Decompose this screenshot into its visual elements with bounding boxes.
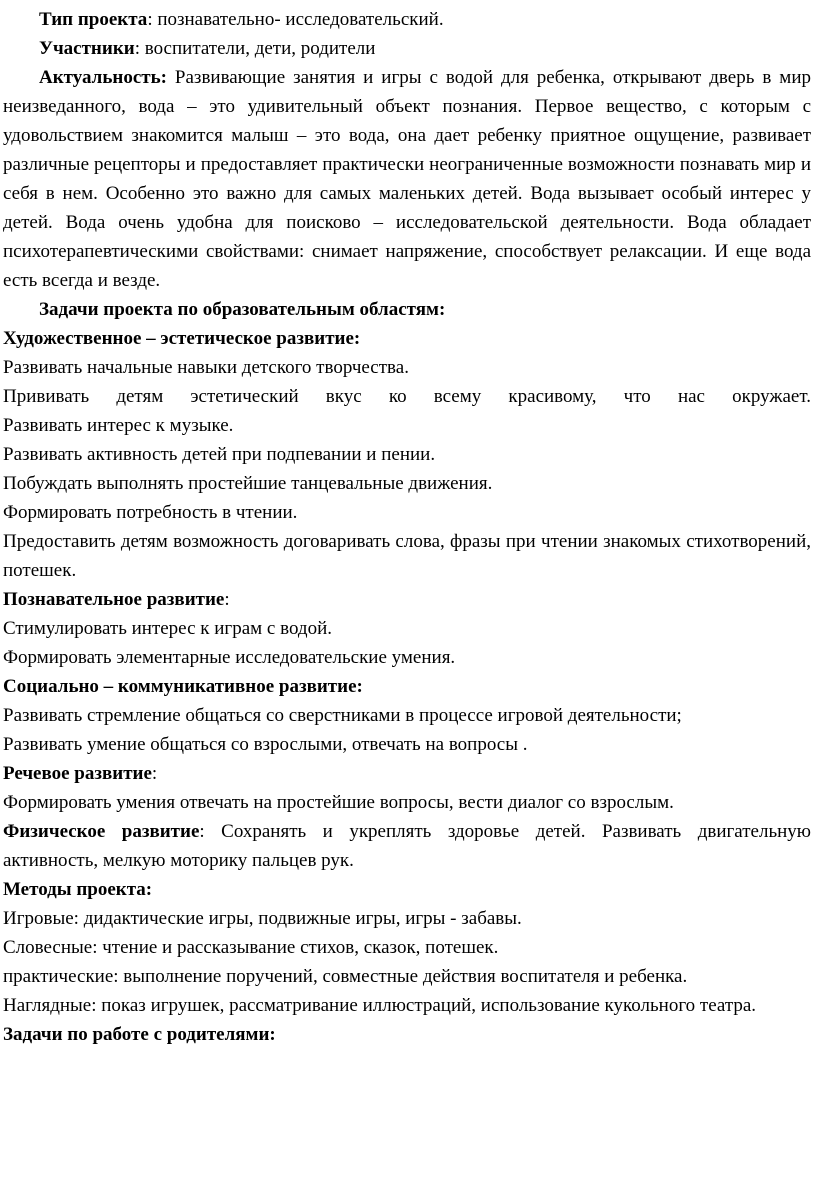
method-visual: Наглядные: показ игрушек, рассматривание иллюстраций, использование кукольного театра. <box>3 995 757 1016</box>
task-singing: Развивать активность детей при подпевании и пении. <box>3 444 436 465</box>
method-verbal: Словесные: чтение и рассказывание стихов, сказок, потешек. <box>3 937 499 958</box>
task-finish-words: Предоставить детям возможность договаривать слова, фразы при чтении знакомых стихотворений, потешек. <box>3 531 811 581</box>
tasks-by-areas-heading: Задачи проекта по образовательным областям: <box>39 299 446 320</box>
method-practical: практические: выполнение поручений, совместные действия воспитателя и ребенка. <box>3 966 688 987</box>
artistic-aesthetic-heading: Художественное – эстетическое развитие: <box>3 328 361 349</box>
task-reading-need: Формировать потребность в чтении. <box>3 502 298 523</box>
task-adult-communication: Развивать умение общаться со взрослыми, отвечать на вопросы . <box>3 734 528 755</box>
task-dialog: Формировать умения отвечать на простейшие вопросы, вести диалог со взрослым. <box>3 792 674 813</box>
social-communicative-heading: Социально – коммуникативное развитие: <box>3 676 363 697</box>
participants-value: : воспитатели, дети, родители <box>134 38 376 59</box>
task-peer-communication: Развивать стремление общаться со сверстниками в процессе игровой деятельности; <box>3 705 682 726</box>
cognitive-heading: Познавательное развитие: <box>3 589 230 610</box>
task-research-skills: Формировать элементарные исследовательские умения. <box>3 647 456 668</box>
relevance-paragraph <box>3 63 811 295</box>
method-games: Игровые: дидактические игры, подвижные игры, игры - забавы. <box>3 908 522 929</box>
methods-heading: Методы проекта: <box>3 879 153 900</box>
participants-line <box>3 34 811 63</box>
task-dance-moves: Побуждать выполнять простейшие танцевальные движения. <box>3 473 493 494</box>
participants-label: Участники <box>39 38 135 59</box>
project-type-label: Тип проекта <box>39 9 148 30</box>
task-aesthetic-taste: Прививать детям эстетический вкус ко всему красивому, что нас окружает. <box>3 386 811 407</box>
parents-tasks-heading: Задачи по работе с родителями: <box>3 1024 276 1045</box>
relevance-text: Развивающие занятия и игры с водой для ребенка, открывают дверь в мир неизведанного, вода – это удивительный объект познания. Первое вещество, с которым с удовольствием знакомится малыш – это вода, она дает ребенку приятное ощущение, развивает различные рецепторы и предоставляет практически неограниченные возможности познавать мир и себя в нем. Особенно это важно для самых маленьких детей. Вода вызывает особый интерес у детей. Вода очень удобна для поисково – исследовательской деятельности. Вода обладает психотерапевтическими свойствами: снимает напряжение, способствует релаксации. И еще вода есть всегда и везде. <box>3 67 811 291</box>
task-creativity: Развивать начальные навыки детского творчества. <box>3 357 409 378</box>
task-music-interest: Развивать интерес к музыке. <box>3 415 234 436</box>
project-type-value: : познавательно- исследовательский. <box>147 9 444 30</box>
project-type-line <box>3 5 811 34</box>
relevance-label: Актуальность: <box>39 67 167 88</box>
task-water-games: Стимулировать интерес к играм с водой. <box>3 618 332 639</box>
physical-development-paragraph: Физическое развитие: Сохранять и укреплять здоровье детей. Развивать двигательную активность, мелкую моторику пальцев рук. <box>3 821 811 871</box>
speech-heading: Речевое развитие: <box>3 763 158 784</box>
